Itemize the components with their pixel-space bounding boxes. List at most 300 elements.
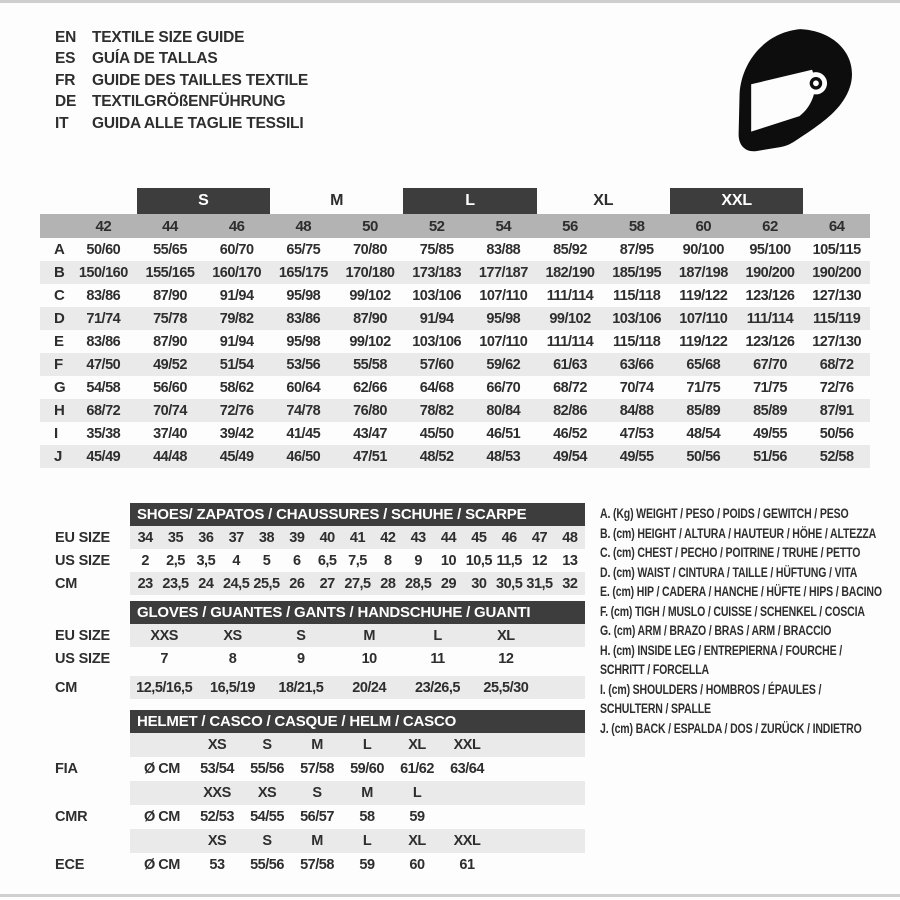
size-group-xl: XL (593, 192, 614, 209)
size-value: 62/66 (353, 379, 387, 396)
size-value: 115/118 (612, 333, 661, 350)
standard-label-cmr: CMR (55, 809, 88, 825)
legend-item (600, 641, 896, 680)
size-value: 103/106 (412, 333, 462, 350)
helmet-size-label: M (311, 833, 323, 849)
gloves-title-bar: GLOVES / GUANTES / GANTS / HANDSCHUHE / GUANTI (130, 601, 585, 624)
size-column-header: 50 (362, 217, 378, 235)
value-cell: 45 (471, 529, 487, 546)
row-label: US SIZE (55, 650, 110, 667)
size-value: 111/114 (546, 287, 594, 304)
size-value: 105/115 (812, 241, 861, 258)
language-code: FR (55, 71, 76, 89)
size-value: 49/54 (553, 448, 587, 465)
value-cell: 20/24 (352, 679, 387, 696)
row-label: J (54, 448, 63, 465)
size-value: 177/187 (478, 264, 528, 281)
size-value: 44/48 (153, 448, 187, 465)
size-value: 127/130 (812, 333, 862, 350)
row-label: B (54, 264, 65, 281)
language-code: EN (55, 28, 77, 46)
size-value: 87/90 (153, 333, 187, 350)
guide-title: GUÍA DE TALLAS (92, 50, 218, 68)
measurement-row-c (40, 284, 870, 307)
top-edge-strip (0, 0, 900, 3)
size-value: 58/62 (219, 379, 254, 396)
value-cell: 6 (293, 552, 301, 569)
size-value: 46/52 (553, 425, 587, 442)
size-value: 85/89 (686, 402, 721, 419)
value-cell: XS (223, 627, 242, 644)
size-value: 52/58 (819, 448, 854, 465)
size-value: 60/70 (219, 241, 254, 258)
size-group-xxl: XXL (670, 188, 803, 214)
value-cell: 2,5 (166, 552, 185, 569)
language-row (55, 49, 308, 71)
value-cell: 8 (384, 552, 392, 569)
legend-line: SCHULTERN / SPALLE (600, 701, 711, 716)
value-cell: 23,5 (162, 575, 189, 592)
helmet-values-row (40, 805, 585, 829)
helmet-size-value: 54/55 (250, 809, 284, 825)
size-value: 83/88 (486, 241, 521, 258)
value-cell: 7,5 (348, 552, 367, 569)
row-label: F (54, 356, 64, 373)
table-header-row (40, 601, 585, 624)
standard-label-ece: ECE (55, 857, 85, 873)
size-value: 111/114 (746, 310, 794, 327)
size-value: 95/100 (749, 241, 791, 258)
value-cell: 44 (440, 529, 457, 546)
size-value: 85/89 (753, 402, 787, 419)
value-cell: 12 (498, 650, 514, 667)
textile-size-table (40, 188, 870, 468)
size-value: 56/60 (153, 379, 187, 396)
value-cell: 43 (410, 529, 426, 546)
size-value: 61/63 (553, 356, 587, 373)
value-cell: 42 (380, 529, 396, 546)
size-group-s: S (137, 188, 270, 214)
value-cell: 27 (319, 575, 335, 592)
value-cell: 25,5 (253, 575, 280, 592)
size-column-header: 54 (495, 217, 512, 235)
size-value: 111/114 (546, 333, 594, 350)
values-strip (130, 757, 585, 781)
size-column-header: 64 (828, 217, 845, 235)
size-value: 115/119 (812, 310, 861, 327)
size-value: 91/94 (219, 287, 254, 304)
size-column-header: 52 (428, 217, 445, 235)
value-cell: 37 (228, 529, 244, 546)
value-cell: 10 (361, 650, 377, 667)
helmet-size-value: 56/57 (300, 809, 334, 825)
helmet-size-value: 58 (359, 809, 375, 825)
values-strip (130, 647, 585, 670)
legend-item (600, 504, 896, 524)
size-value: 41/45 (286, 425, 321, 442)
legend-line: G. (cm) ARM / BRAZO / BRAS / ARM / BRACCIO (600, 623, 832, 638)
size-value: 119/122 (679, 333, 728, 350)
helmet-size-value: 59/60 (350, 761, 384, 777)
guide-title: GUIDA ALLE TAGLIE TESSILI (92, 114, 304, 132)
language-title-list (55, 27, 308, 135)
measurement-row-d (40, 307, 870, 330)
value-cell: 23/26,5 (415, 679, 460, 696)
legend-item (600, 680, 896, 719)
row-label: CM (55, 679, 78, 696)
size-value: 49/55 (619, 448, 654, 465)
helmet-size-value: 61 (459, 857, 475, 873)
row-label: US SIZE (55, 552, 110, 569)
size-value: 51/56 (753, 448, 787, 465)
helmet-values-row (40, 757, 585, 781)
value-cell: XL (497, 627, 515, 644)
value-cell: 2 (141, 552, 149, 569)
helmet-size-label: XS (207, 737, 227, 753)
size-value: 55/65 (153, 241, 187, 258)
measurement-row-i (40, 422, 870, 445)
size-value: 71/75 (753, 379, 787, 396)
size-value: 70/80 (353, 241, 387, 258)
helmet-size-value: 55/56 (250, 761, 284, 777)
size-value: 51/54 (219, 356, 254, 373)
size-value: 71/75 (686, 379, 721, 396)
size-value: 55/58 (353, 356, 387, 373)
helmet-size-label: XXL (453, 737, 481, 753)
size-value: 48/53 (486, 448, 521, 465)
guide-title: TEXTILE SIZE GUIDE (92, 28, 245, 46)
helmet-sizes-row (40, 781, 585, 805)
size-value: 99/102 (549, 310, 591, 327)
size-value: 74/78 (286, 402, 321, 419)
size-value: 78/82 (419, 402, 454, 419)
shoes-row (40, 572, 585, 595)
value-cell: 12 (531, 552, 548, 569)
size-number-row (40, 214, 870, 238)
shoes-size-table (40, 503, 585, 595)
size-value: 50/60 (86, 241, 121, 258)
size-value: 91/94 (219, 333, 254, 350)
size-value: 173/183 (412, 264, 462, 281)
legend-item (600, 582, 896, 602)
shoes-row (40, 549, 585, 572)
size-value: 39/42 (219, 425, 254, 442)
size-value: 107/110 (479, 287, 528, 304)
size-value: 79/82 (219, 310, 254, 327)
value-cell: 29 (440, 575, 457, 592)
value-cell: 28,5 (405, 575, 432, 592)
value-cell: 9 (297, 650, 305, 667)
size-value: 87/90 (353, 310, 387, 327)
helmet-size-value: 63/64 (450, 761, 484, 777)
size-value: 68/72 (86, 402, 121, 419)
value-cell: 28 (380, 575, 396, 592)
measurement-row-h (40, 399, 870, 422)
helmet-size-value: 55/56 (250, 857, 284, 873)
helmet-values-row (40, 853, 585, 877)
size-value: 83/86 (286, 310, 321, 327)
diameter-unit: Ø CM (144, 761, 180, 777)
size-value: 170/180 (345, 264, 395, 281)
values-strip (130, 805, 585, 829)
shoes-title-bar: SHOES/ ZAPATOS / CHAUSSURES / SCHUHE / SCARPE (130, 503, 585, 526)
row-label: C (54, 287, 65, 304)
values-strip (130, 853, 585, 877)
row-label: D (54, 310, 65, 327)
helmet-size-label: XL (408, 833, 426, 849)
value-cell: 18/21,5 (278, 679, 324, 696)
row-label: H (54, 402, 65, 419)
legend-item (600, 621, 896, 641)
size-value: 54/58 (86, 379, 121, 396)
legend-line: I. (cm) SHOULDERS / HOMBROS / ÉPAULES / (600, 681, 822, 697)
size-value: 47/50 (86, 356, 121, 373)
measurement-rows (40, 238, 870, 468)
value-cell: 8 (228, 650, 237, 667)
gloves-size-table (40, 601, 585, 699)
helmet-size-label: L (362, 737, 372, 753)
size-value: 190/200 (745, 264, 795, 281)
value-cell: 27,5 (344, 575, 371, 592)
sizes-strip (130, 829, 585, 853)
legend-line: SCHRITT / FORCELLA (600, 662, 709, 677)
size-value: 127/130 (812, 287, 862, 304)
size-value: 45/49 (86, 448, 121, 465)
size-value: 90/100 (682, 241, 724, 258)
values-strip (130, 624, 585, 647)
value-cell: 10,5 (465, 552, 492, 569)
guide-title: GUIDE DES TAILLES TEXTILE (92, 71, 309, 89)
value-cell: 10 (440, 552, 457, 569)
language-code: IT (55, 114, 69, 132)
shoes-row (40, 526, 585, 549)
sizes-strip (130, 733, 585, 757)
size-value: 37/40 (153, 425, 187, 442)
legend-line: D. (cm) WAIST / CINTURA / TAILLE / HÜFTUNG / VITA (600, 564, 858, 580)
helmet-size-label: XS (257, 785, 277, 801)
size-column-header: 42 (95, 217, 112, 235)
size-value: 160/170 (212, 264, 262, 281)
measurement-row-b (40, 261, 870, 284)
value-cell: L (433, 627, 442, 644)
size-column-header: 48 (295, 217, 312, 235)
helmet-size-label: L (362, 833, 372, 849)
size-value: 87/90 (153, 287, 187, 304)
table-header-row (40, 503, 585, 526)
measurement-row-a (40, 238, 870, 261)
measurement-row-f (40, 353, 870, 376)
legend-line: H. (cm) INSIDE LEG / ENTREPIERNA / FOURCHE / (600, 642, 842, 658)
size-group-header-row (40, 188, 870, 214)
value-cell: 4 (232, 552, 240, 569)
size-value: 75/85 (419, 241, 454, 258)
size-value: 47/53 (619, 425, 654, 442)
size-value: 87/95 (619, 241, 654, 258)
size-value: 60/64 (286, 379, 321, 396)
size-group-l: L (403, 188, 536, 214)
value-cell: 36 (198, 529, 214, 546)
size-value: 71/74 (86, 310, 121, 327)
size-column-header: 56 (562, 217, 578, 235)
row-label: E (54, 333, 65, 350)
language-code: DE (55, 93, 77, 111)
value-cell: 30 (471, 575, 487, 592)
size-value: 63/66 (619, 356, 654, 373)
size-value: 68/72 (819, 356, 854, 373)
size-value: 80/84 (486, 402, 521, 419)
language-row (55, 92, 308, 114)
value-cell: 23 (137, 575, 153, 592)
size-value: 65/75 (286, 241, 321, 258)
value-cell: 47 (531, 529, 548, 546)
value-cell: 39 (289, 529, 305, 546)
value-cell: M (363, 627, 375, 644)
size-value: 91/94 (419, 310, 454, 327)
size-value: 95/98 (286, 287, 321, 304)
values-strip (130, 526, 585, 549)
size-group-m: M (330, 192, 344, 209)
size-value: 46/51 (486, 425, 521, 442)
size-value: 75/78 (153, 310, 187, 327)
size-column-header: 60 (695, 217, 712, 235)
size-value: 35/38 (86, 425, 121, 442)
size-value: 50/56 (819, 425, 854, 442)
value-cell: 24 (198, 575, 214, 592)
sizes-strip (130, 781, 585, 805)
size-value: 43/47 (353, 425, 387, 442)
value-cell: 40 (319, 529, 335, 546)
row-label: EU SIZE (55, 627, 110, 644)
size-value: 82/86 (553, 402, 587, 419)
helmet-title-bar: HELMET / CASCO / CASQUE / HELM / CASCO (130, 710, 585, 733)
size-value: 57/60 (419, 356, 454, 373)
racing-helmet-icon (727, 22, 872, 162)
legend-item (600, 719, 896, 739)
helmet-size-label: M (361, 785, 373, 801)
gloves-row (40, 647, 585, 670)
value-cell: 5 (262, 552, 271, 569)
measurement-row-g (40, 376, 870, 399)
size-value: 95/98 (486, 310, 521, 327)
size-column-header: 62 (762, 217, 778, 235)
value-cell: 16,5/19 (210, 679, 255, 696)
helmet-size-label: S (262, 737, 272, 753)
value-cell: 3,5 (196, 552, 216, 569)
size-value: 48/54 (686, 425, 721, 442)
diameter-unit: Ø CM (144, 857, 180, 873)
value-cell: 11 (430, 650, 445, 667)
size-value: 83/86 (86, 287, 121, 304)
helmet-sizes-row (40, 733, 585, 757)
size-value: 150/160 (78, 264, 128, 281)
values-strip (130, 572, 585, 595)
value-cell: 41 (349, 529, 366, 546)
value-cell: 46 (501, 529, 517, 546)
measurement-legend (600, 504, 896, 738)
helmet-size-label: S (312, 785, 322, 801)
size-value: 70/74 (153, 402, 187, 419)
helmet-size-label: M (311, 737, 323, 753)
size-value: 45/50 (419, 425, 454, 442)
measurement-row-j (40, 445, 870, 468)
value-cell: 48 (562, 529, 578, 546)
legend-item (600, 563, 896, 583)
language-code: ES (55, 50, 76, 68)
size-value: 115/118 (612, 287, 661, 304)
bottom-edge-strip (0, 894, 900, 897)
value-cell: 12,5/16,5 (136, 679, 193, 696)
value-cell: 9 (414, 552, 422, 569)
size-value: 47/51 (353, 448, 387, 465)
value-cell: 11,5 (496, 552, 522, 569)
value-cell: 6,5 (317, 552, 337, 569)
guide-title: TEXTILGRÖßENFÜHRUNG (92, 93, 286, 111)
size-value: 123/126 (745, 287, 795, 304)
size-value: 119/122 (679, 287, 728, 304)
size-value: 72/76 (219, 402, 254, 419)
size-value: 187/198 (678, 264, 728, 281)
legend-line: A. (Kg) WEIGHT / PESO / POIDS / GEWITCH / PESO (600, 506, 849, 521)
row-label: CM (55, 575, 78, 592)
value-cell: 34 (137, 529, 153, 546)
value-cell: 31,5 (526, 575, 553, 592)
size-value: 85/92 (553, 241, 587, 258)
size-value: 46/50 (286, 448, 321, 465)
size-value: 64/68 (419, 379, 454, 396)
helmet-size-value: 53 (209, 857, 225, 873)
diameter-unit: Ø CM (144, 809, 180, 825)
size-value: 49/52 (153, 356, 187, 373)
size-value: 95/98 (286, 333, 321, 350)
measurement-row-e (40, 330, 870, 353)
legend-item (600, 543, 896, 563)
size-value: 123/126 (745, 333, 795, 350)
row-label: EU SIZE (55, 529, 110, 546)
helmet-size-value: 57/58 (300, 761, 334, 777)
value-cell: 26 (289, 575, 305, 592)
value-cell: 32 (562, 575, 578, 592)
size-value: 107/110 (479, 333, 528, 350)
size-value: 84/88 (619, 402, 654, 419)
helmet-size-table (40, 710, 585, 877)
helmet-size-value: 59 (409, 809, 425, 825)
helmet-size-value: 52/53 (200, 809, 234, 825)
value-cell: 7 (160, 650, 168, 667)
values-strip (130, 676, 585, 699)
size-value: 76/80 (353, 402, 387, 419)
value-cell: XXS (150, 627, 178, 644)
helmet-sizes-row (40, 829, 585, 853)
legend-item (600, 524, 896, 544)
size-value: 107/110 (679, 310, 728, 327)
value-cell: 25,5/30 (483, 679, 529, 696)
helmet-size-value: 53/54 (200, 761, 234, 777)
gloves-row (40, 624, 585, 647)
legend-line: J. (cm) BACK / ESPALDA / DOS / ZURÜCK / INDIETRO (600, 720, 862, 736)
value-cell: 30,5 (496, 575, 523, 592)
language-row (55, 113, 308, 135)
helmet-size-value: 57/58 (300, 857, 334, 873)
size-value: 59/62 (486, 356, 521, 373)
size-value: 190/200 (812, 264, 862, 281)
row-label: G (54, 379, 66, 396)
standard-label-fia: FIA (55, 761, 78, 777)
size-column-header: 46 (228, 217, 245, 235)
row-label: I (54, 425, 59, 442)
size-value: 70/74 (619, 379, 654, 396)
size-value: 49/55 (753, 425, 787, 442)
size-value: 103/106 (612, 310, 662, 327)
